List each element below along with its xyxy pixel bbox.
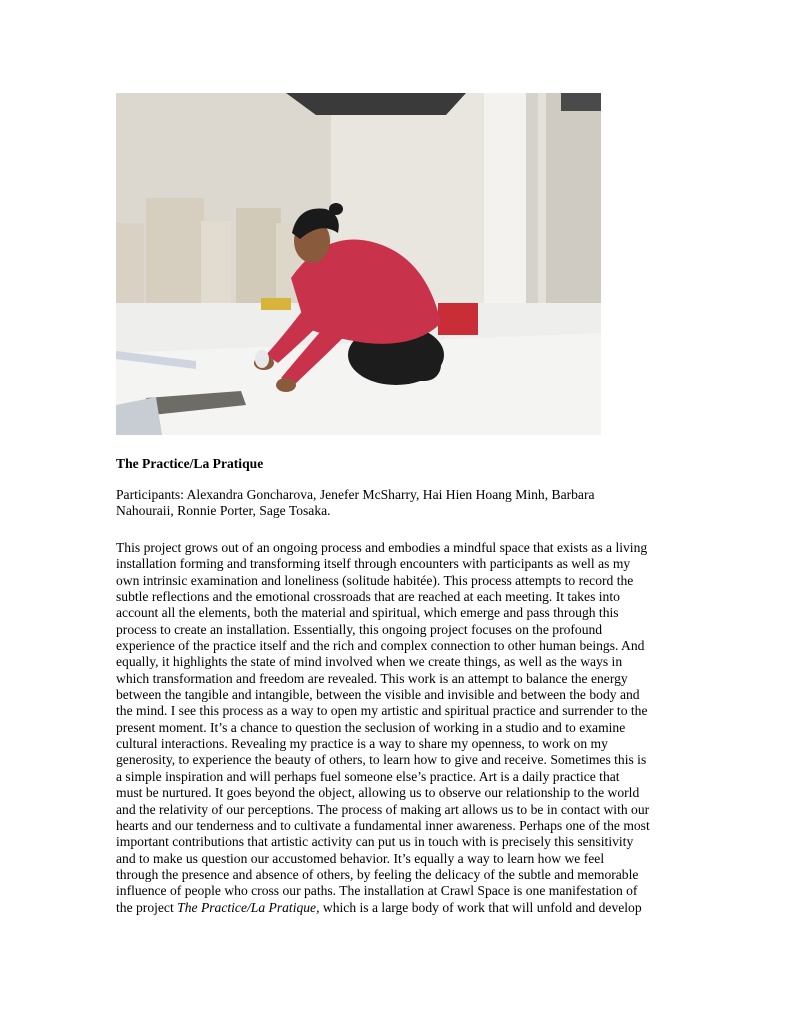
body-line: installation forming and transforming itself through encounters with participants as well as my (116, 556, 631, 572)
body-line: a simple inspiration and will perhaps fuel someone else’s practice. Art is a daily practice that (116, 768, 620, 784)
body-line: own intrinsic examination and loneliness (solitude habitée). This process attempts to record the (116, 572, 634, 588)
project-title-italic: The Practice/La Pratique, (177, 899, 320, 915)
body-line: and to make us question our accustomed behavior. It’s equally a way to learn how we feel (116, 850, 605, 866)
body-line: generosity, to experience the beauty of others, to learn how to give and receive. Sometimes this is (116, 752, 647, 768)
body-line: account all the elements, both the material and spiritual, which emerge and pass through this (116, 605, 619, 621)
body-line: through the presence and absence of others, by feeling the delicacy of the subtle and memorable (116, 866, 639, 882)
body-paragraph (116, 540, 682, 916)
body-line: hearts and our tenderness and to cultivate a fundamental inner awareness. Perhaps one of the most (116, 817, 650, 833)
body-line: process to create an installation. Essentially, this ongoing project focuses on the profound (116, 621, 603, 637)
body-line: must be nurtured. It goes beyond the object, allowing us to observe our relationship to the world (116, 785, 640, 801)
body-line: which transformation and freedom are revealed. This work is an attempt to balance the energy (116, 670, 628, 686)
body-line: influence of people who cross our paths. The installation at Crawl Space is one manifestation of (116, 883, 638, 899)
body-line-last (116, 900, 682, 916)
body-line: between the tangible and intangible, between the visible and invisible and between the body and (116, 687, 640, 703)
body-line: cultural interactions. Revealing my practice is a way to share my openness, to work on my (116, 736, 608, 752)
body-line: subtle reflections and the emotional crossroads that are reached at each meeting. It takes into (116, 589, 620, 605)
body-line: present moment. It’s a chance to question the seclusion of working in a studio and to examine (116, 719, 626, 735)
body-line: the mind. I see this process as a way to open my artistic and spiritual practice and surrender to the (116, 703, 648, 719)
body-line: This project grows out of an ongoing process and embodies a mindful space that exists as a living (116, 540, 648, 555)
body-line: equally, it highlights the state of mind involved when we create things, as well as the ways in (116, 654, 623, 670)
body-line: experience of the practice itself and the rich and complex connection to other human beings. And (116, 638, 645, 654)
last-line-prefix: the project (116, 899, 178, 915)
participants-line: Nahouraii, Ronnie Porter, Sage Tosaka. (116, 503, 331, 519)
body-line: and the relativity of our perceptions. The process of making art allows us to be in contact with our (116, 801, 650, 817)
body-line: important contributions that artistic activity can put us in touch with is precisely this sensitivity (116, 834, 634, 850)
page-title: The Practice/La Pratique (116, 456, 264, 471)
participants-line: Participants: Alexandra Goncharova, Jenefer McSharry, Hai Hien Hoang Minh, Barbara (116, 487, 595, 502)
artist-photo (116, 93, 601, 435)
participants-paragraph (116, 487, 676, 520)
last-line-suffix: which is a large body of work that will unfold and develop (319, 899, 642, 915)
